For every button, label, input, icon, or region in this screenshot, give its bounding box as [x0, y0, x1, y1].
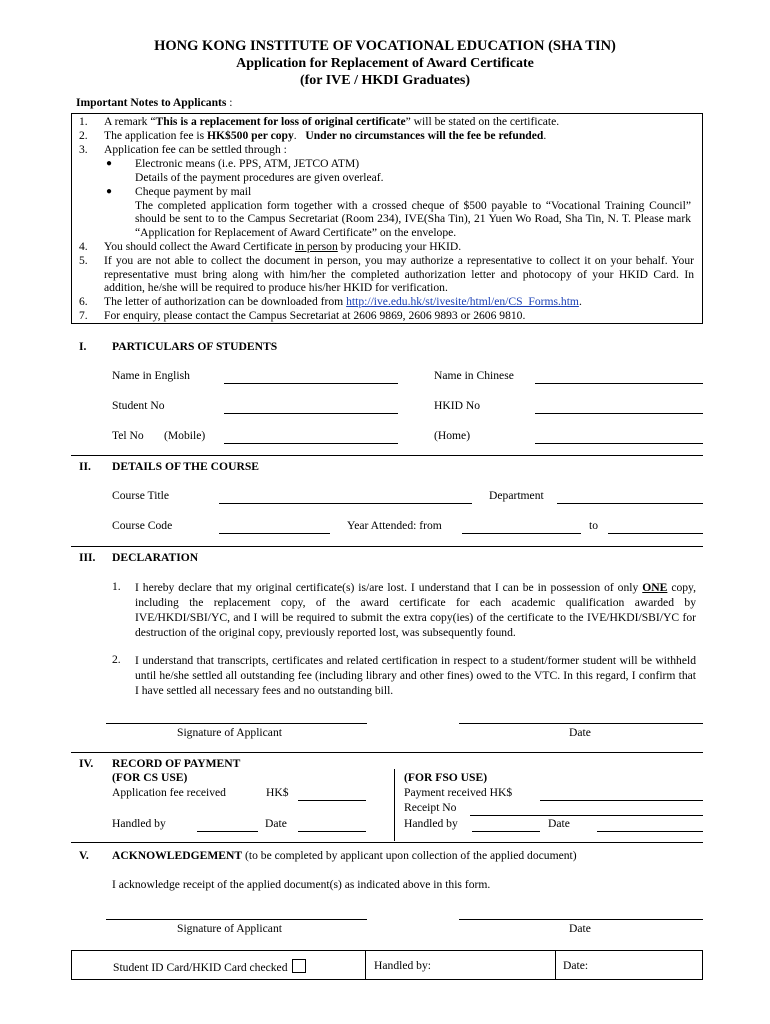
box-date-label: Date: — [563, 959, 589, 972]
name-en-label: Name in English — [112, 369, 190, 382]
course-code-field[interactable] — [219, 533, 330, 534]
fso-handled-by-field[interactable] — [472, 831, 540, 832]
section-5-title: ACKNOWLEDGEMENT (to be completed by applicant upon collection of the applied document) — [112, 849, 577, 862]
divider — [71, 455, 703, 456]
bullet-icon: ● — [106, 186, 113, 197]
section-2-number: II. — [79, 460, 91, 473]
home-field[interactable] — [535, 443, 703, 444]
receipt-no-field[interactable] — [470, 815, 703, 816]
year-from-field[interactable] — [462, 533, 581, 534]
notes-heading: Important Notes to Applicants : — [76, 96, 233, 109]
ack-signature-label: Signature of Applicant — [177, 922, 282, 935]
name-zh-label: Name in Chinese — [434, 369, 514, 382]
id-checked-item: Student ID Card/HKID Card checked — [113, 959, 306, 974]
acknowledge-text: I acknowledge receipt of the applied document(s) as indicated above in this form. — [112, 878, 491, 891]
box-divider — [365, 951, 366, 979]
cs-handled-by-label: Handled by — [112, 817, 166, 830]
cs-date-field[interactable] — [298, 831, 366, 832]
declaration-2-number: 2. — [112, 653, 121, 666]
declaration-1-text: I hereby declare that my original certificate(s) is/are lost. I understand that I can be in possession of only ONE copy, including the replacement copy, of the award certificate for each academic qualification awarded by IVE/HKDI/SBI/YC, and I will be required to submit the extra copy(ies) of the certificate to the IVE/HKDI/SBI/YC for destruction of the original copy, previously reported lost, was subsequently found. — [135, 581, 696, 639]
department-label: Department — [489, 489, 544, 502]
section-1-number: I. — [79, 340, 87, 353]
fso-handled-by-label: Handled by — [404, 817, 458, 830]
cs-date-label: Date — [265, 817, 287, 830]
section-3-title: DECLARATION — [112, 551, 199, 564]
office-use-box — [71, 950, 703, 980]
hkid-field[interactable] — [535, 413, 703, 414]
name-en-field[interactable] — [224, 383, 398, 384]
section-5-number: V. — [79, 849, 89, 862]
divider — [71, 752, 703, 753]
institute-title: HONG KONG INSTITUTE OF VOCATIONAL EDUCATION (SHA TIN) — [154, 38, 616, 54]
hk-currency-label: HK$ — [266, 786, 289, 799]
applicant-signature-field[interactable] — [106, 723, 367, 724]
mobile-label: (Mobile) — [164, 429, 206, 442]
fso-date-field[interactable] — [597, 831, 703, 832]
divider — [71, 546, 703, 547]
date-label: Date — [569, 726, 591, 739]
id-checked-checkbox[interactable] — [292, 959, 306, 973]
section-2-title: DETAILS OF THE COURSE — [112, 460, 259, 473]
box-handled-by-label: Handled by: — [374, 959, 431, 972]
section-4-title: RECORD OF PAYMENT — [112, 757, 241, 770]
course-code-label: Course Code — [112, 519, 173, 532]
fee-received-field[interactable] — [298, 800, 366, 801]
mobile-field[interactable] — [224, 443, 398, 444]
year-to-label: to — [589, 519, 599, 532]
tel-label: Tel No — [112, 429, 144, 442]
fso-date-label: Date — [548, 817, 570, 830]
declaration-date-field[interactable] — [459, 723, 703, 724]
form-subtitle: (for IVE / HKDI Graduates) — [299, 73, 471, 88]
course-title-label: Course Title — [112, 489, 170, 502]
section-1-title: PARTICULARS OF STUDENTS — [112, 340, 278, 353]
notes-box: 1. A remark “This is a replacement for loss of original certificate” will be stated on the certificate. 2. The application fee is HK$500 per copy. Under no circumstances will the fee be refunded. 3. Application fee can be settled through : ● Electronic means (i.e. PPS, ATM, JETCO ATM) Details of the payment procedures are given overleaf. ● Cheque payment by mail The completed application form together with a crossed cheque of $500 payable to “Vocational Training Council” should be sent to to the Campus Secretariat (Room 234), IVE(Sha Tin), 21 Yuen Wo Road, Sha Tin, N. T. Please mark “Application for Replacement of Award Certificate” on the envelope. 4. You should collect the Award Certificate in person by producing your HKID. 5. If you are not able to collect the document in person, you may authorize a representative to collect it on your behalf. Your representative must bring along with him/her the completed authorization letter and photocopy of your HKID Card. In addition, he/she will be required to produce his/her HKID for verification. 6. The letter of authorization can be downloaded from http://ive.edu.hk/st/ivesite/html/en/CS_Forms.htm. 7. For enquiry, please contact the Campus Secretariat at 2606 9869, 2606 9893 or 2606 9810. — [71, 113, 703, 324]
cs-handled-by-field[interactable] — [197, 831, 258, 832]
box-divider — [555, 951, 556, 979]
declaration-2-text: I understand that transcripts, certificates and related certification in respect to a student/former student will be withheld until he/she settled all outstanding fee (including library and other fines) owed to the VTC. In this regard, I confirm that I have settled all necessary fees and no outstanding bill. — [135, 654, 696, 697]
divider — [71, 842, 703, 843]
forms-link[interactable]: http://ive.edu.hk/st/ivesite/html/en/CS_Forms.htm — [346, 295, 579, 308]
ack-date-label: Date — [569, 922, 591, 935]
bullet-icon: ● — [106, 158, 113, 169]
year-to-field[interactable] — [608, 533, 703, 534]
cs-use-label: (FOR CS USE) — [112, 771, 188, 784]
section-4-number: IV. — [79, 757, 94, 770]
ack-date-field[interactable] — [459, 919, 703, 920]
payment-received-label: Payment received HK$ — [404, 786, 513, 799]
declaration-1-number: 1. — [112, 580, 121, 593]
section-3-number: III. — [79, 551, 96, 564]
receipt-no-label: Receipt No — [404, 801, 457, 814]
student-no-field[interactable] — [224, 413, 398, 414]
payment-received-field[interactable] — [540, 800, 703, 801]
fee-received-label: Application fee received — [112, 786, 226, 799]
name-zh-field[interactable] — [535, 383, 703, 384]
ack-signature-field[interactable] — [106, 919, 367, 920]
student-no-label: Student No — [112, 399, 165, 412]
department-field[interactable] — [557, 503, 703, 504]
home-label: (Home) — [434, 429, 471, 442]
fso-use-label: (FOR FSO USE) — [404, 771, 488, 784]
column-divider — [394, 769, 395, 841]
year-from-label: Year Attended: from — [347, 519, 442, 532]
signature-label: Signature of Applicant — [177, 726, 282, 739]
hkid-label: HKID No — [434, 399, 481, 412]
course-title-field[interactable] — [219, 503, 472, 504]
form-title: Application for Replacement of Award Certificate — [236, 56, 534, 71]
